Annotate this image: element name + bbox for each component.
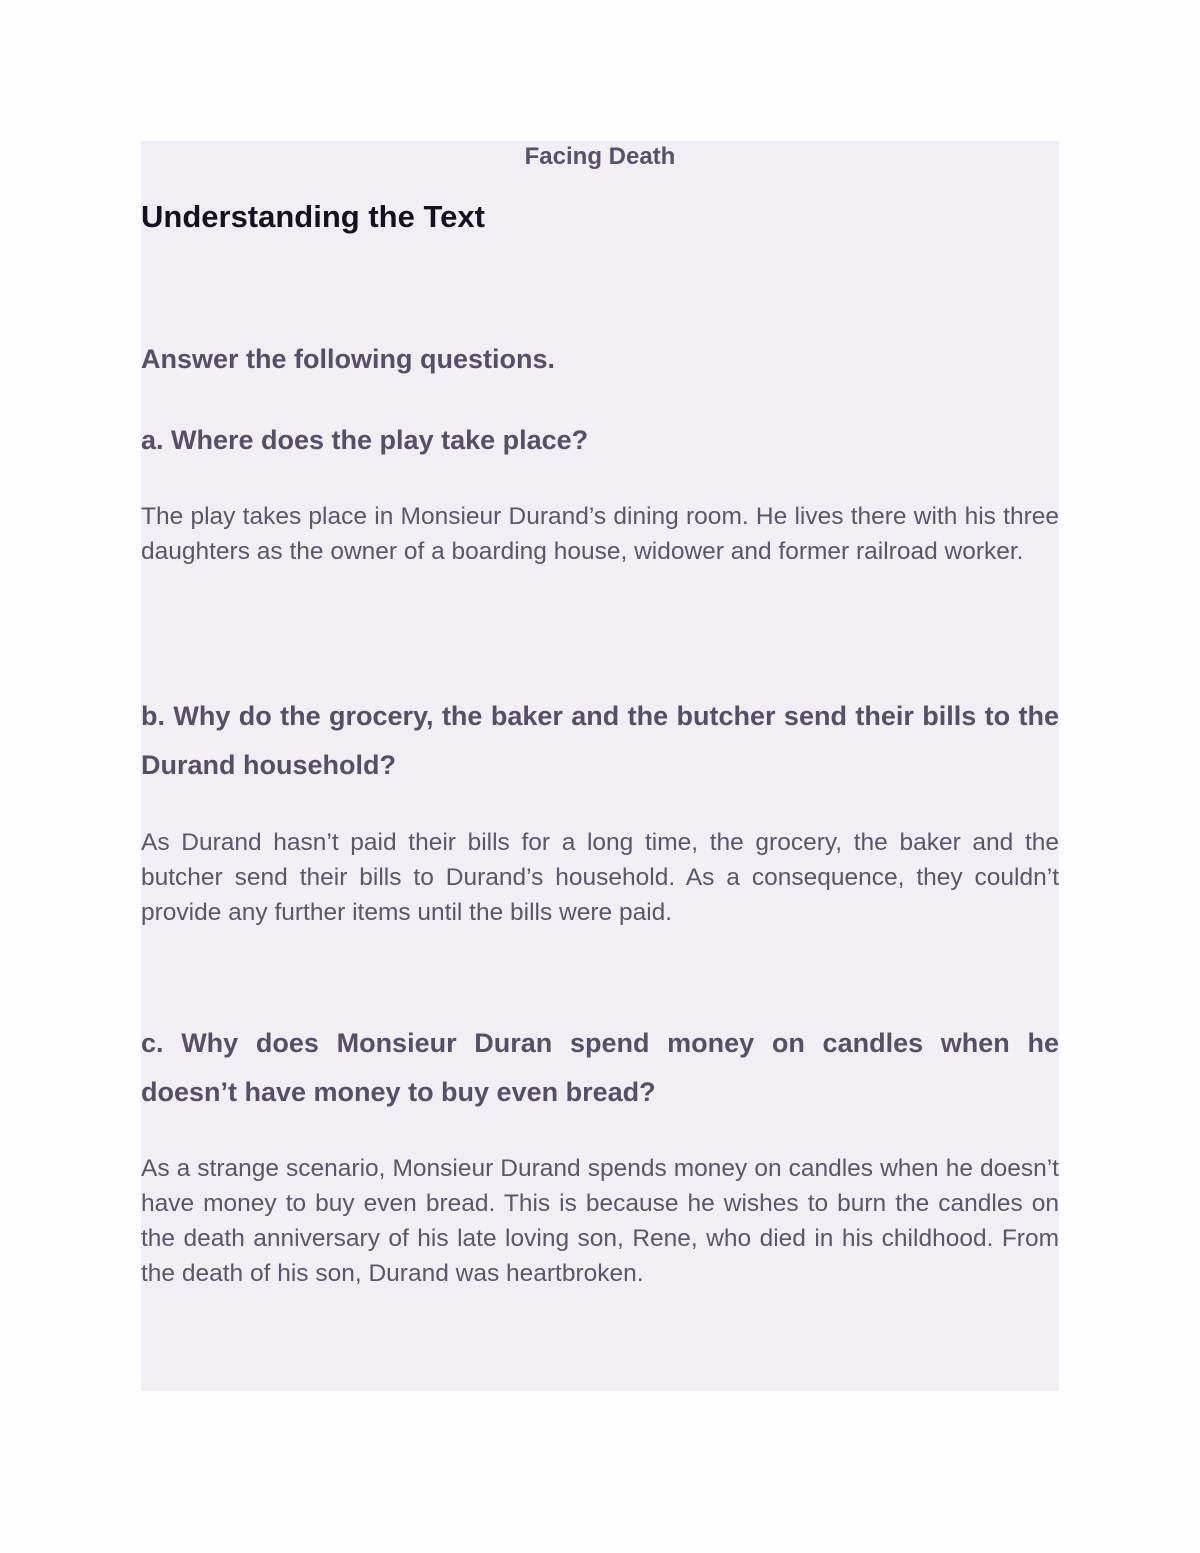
answer-b: As Durand hasn’t paid their bills for a long time, the grocery, the baker and the butcher send their bills to Durand’s household. As a consequence, they couldn’t provide any further items until the bills were paid. [141, 829, 1059, 926]
question-a: a. Where does the play take place? [141, 425, 589, 455]
question-c: c. Why does Monsieur Duran spend money on candles when he doesn’t have money to buy even bread? [141, 1028, 1059, 1107]
section-heading: Understanding the Text [141, 199, 485, 234]
answer-c: As a strange scenario, Monsieur Durand spends money on candles when he doesn’t have money to buy even bread. This is because he wishes to burn the candles on the death anniversary of his late loving son, Rene, who died in his childhood. From the death of his son, Durand was heartbroken. [141, 1155, 1059, 1287]
document-page [141, 141, 1059, 1391]
document-title: Facing Death [524, 143, 676, 170]
question-b: b. Why do the grocery, the baker and the butcher send their bills to the Durand household? [141, 701, 1059, 780]
instruction-text: Answer the following questions. [141, 344, 556, 374]
answer-a: The play takes place in Monsieur Durand’s dining room. He lives there with his three daughters as the owner of a boarding house, widower and former railroad worker. [141, 503, 1059, 565]
